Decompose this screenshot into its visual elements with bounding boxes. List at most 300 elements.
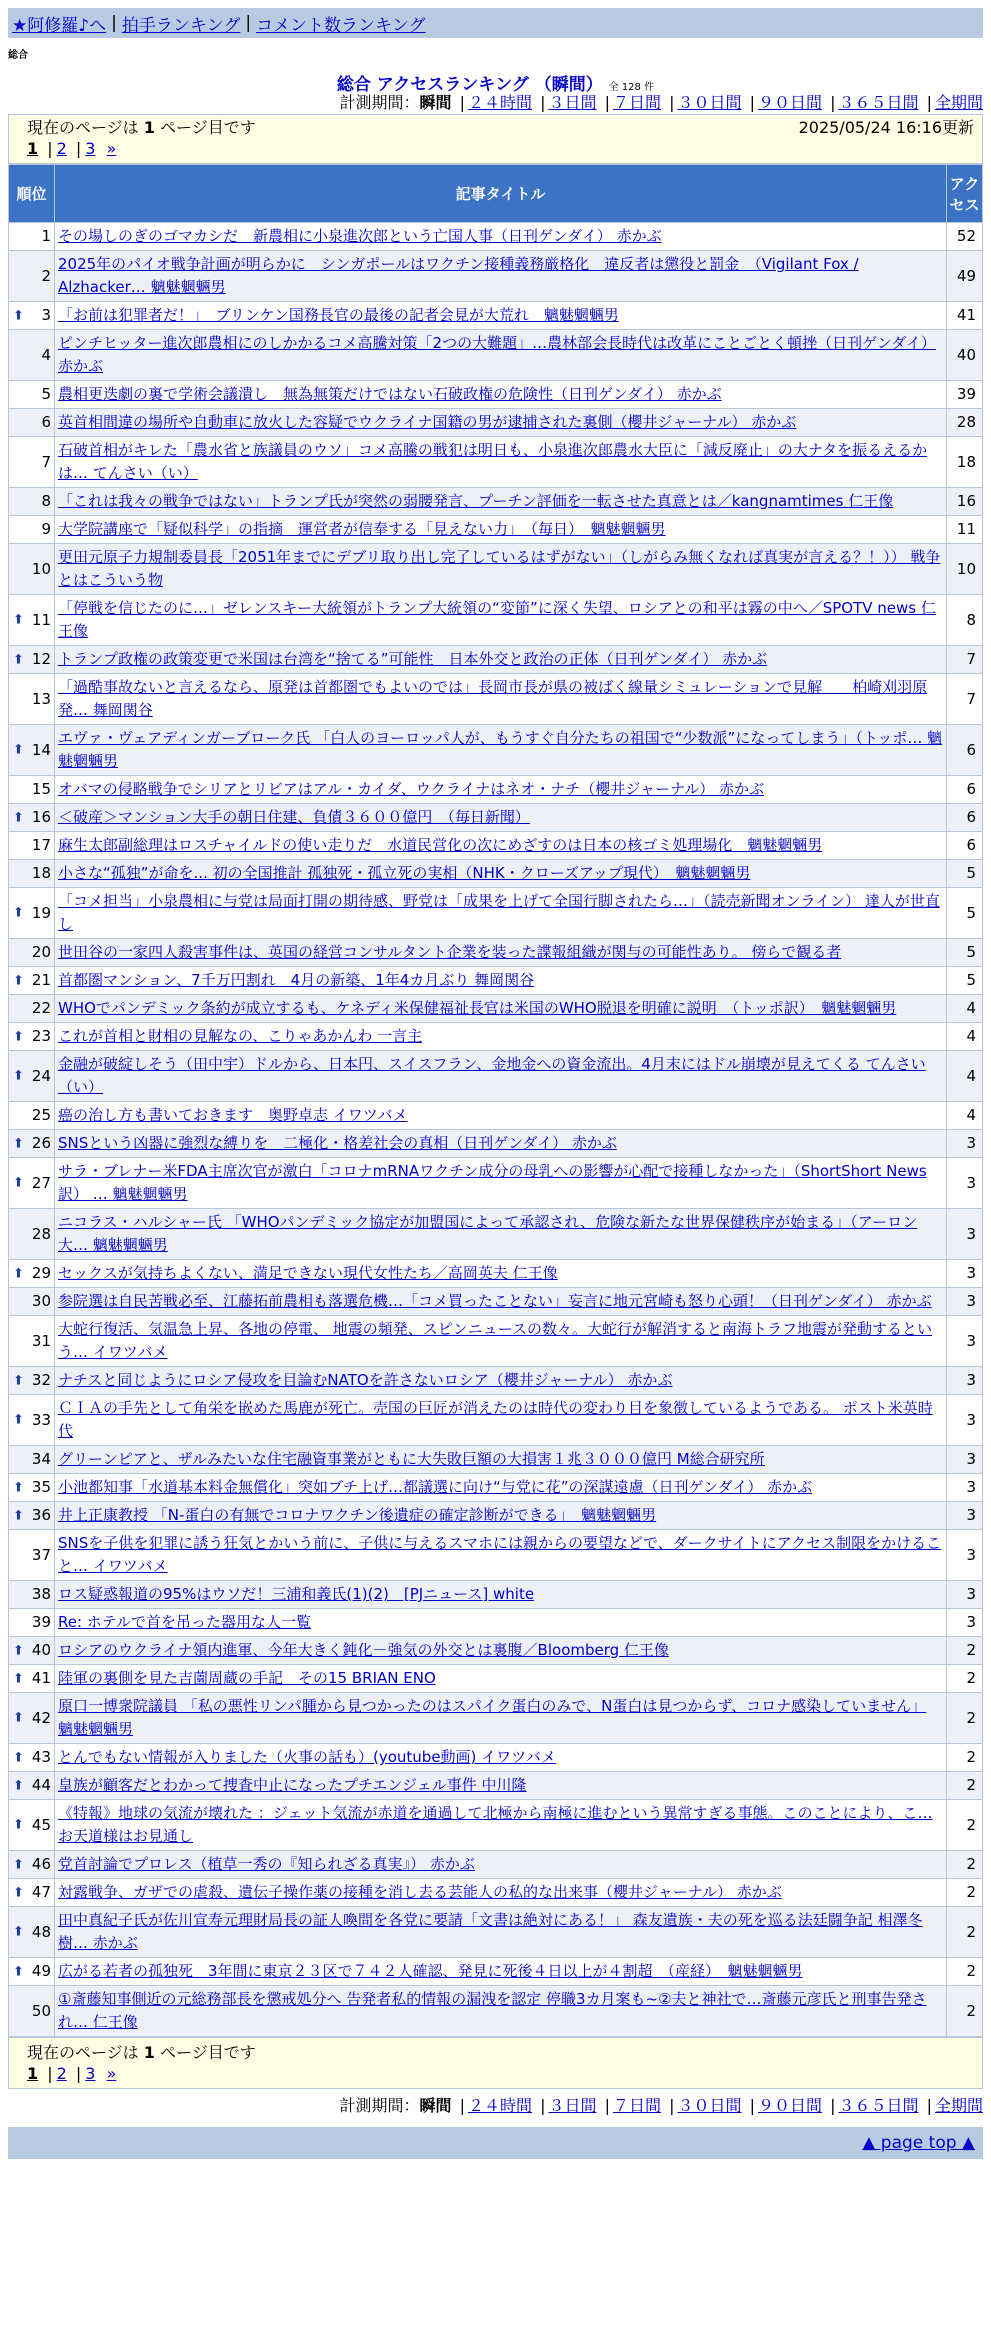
article-title-link[interactable]: 参院選は自民苦戦必至、江藤拓前農相も落選危機…「コメ買ったことない」妄言に地元宮崎も怒り心頭！（日刊ゲンダイ） 赤かぶ: [58, 1292, 932, 1310]
article-title-link[interactable]: サラ・ブレナー米FDA主席次官が激白「コロナmRNAワクチン成分の母乳への影響が心配で接種しなかった」（ShortShort News訳） … 魑魅魍魎男: [58, 1162, 927, 1203]
table-row: [9, 725, 983, 776]
rank-up-arrow-icon: ⬆: [13, 1857, 24, 1872]
rank-up-arrow-icon: ⬆: [13, 1508, 24, 1523]
rank-number: 9: [41, 520, 51, 538]
rank-number: 38: [31, 1585, 51, 1603]
rank-number: 10: [31, 559, 51, 578]
pager-separator: |: [47, 2064, 53, 2083]
period-link-90d[interactable]: ９０日間: [757, 2096, 822, 2115]
rank-up-arrow-icon: ⬆: [13, 1778, 24, 1793]
rank-cell: [9, 595, 55, 646]
rank-cell: [9, 1744, 55, 1772]
table-row: [9, 804, 983, 832]
rank-number: 19: [31, 903, 51, 922]
pager-next[interactable]: »: [106, 2064, 117, 2083]
period-link-3d[interactable]: ３日間: [548, 2096, 597, 2115]
article-title-link[interactable]: 陸軍の裏側を見た吉薗周蔵の手記 その15 BRIAN ENO: [58, 1669, 436, 1687]
page-info-before: 現在のページは: [27, 2043, 139, 2062]
article-title-link[interactable]: とんでもない情報が入りました（火事の話も）(youtube動画) イワツバメ: [58, 1748, 556, 1766]
rank-cell: [9, 251, 55, 302]
access-count: 3: [947, 1609, 983, 1637]
rank-number: 29: [31, 1264, 51, 1282]
title-cell: [55, 967, 947, 995]
article-title-link[interactable]: 2025年のパイオ戦争計画が明らかに シンガポールはワクチン接種義務厳格化 違反者は懲役と罰金 （Vigilant Fox / Alzhacker… 魑魅魍魎男: [58, 255, 859, 296]
access-count: 6: [947, 776, 983, 804]
table-row: [9, 302, 983, 330]
period-link-90d[interactable]: ９０日間: [757, 93, 822, 112]
access-count: 6: [947, 832, 983, 860]
table-row: [9, 1209, 983, 1260]
article-title-link[interactable]: 農相更迭劇の裏で学術会議潰し 無為無策だけではない石破政権の危険性（日刊ゲンダイ） 赤かぶ: [58, 385, 722, 403]
article-title-link[interactable]: WHOでパンデミック条約が成立するも、ケネディ米保健福祉長官は米国のWHO脱退を明確に説明 （トッポ訳） 魑魅魍魎男: [58, 999, 897, 1017]
rank-up-arrow-icon: ⬆: [13, 1885, 24, 1900]
article-title-link[interactable]: 英首相間違の場所や自動車に放火した容疑でウクライナ国籍の男が逮捕された裏側（櫻井ジャーナル） 赤かぶ: [58, 413, 797, 431]
nav-link-asyura[interactable]: ★阿修羅♪へ: [12, 15, 107, 36]
rank-number: 28: [31, 1224, 51, 1243]
rank-up-arrow-icon: ⬆: [13, 1068, 24, 1084]
table-row: [9, 1693, 983, 1744]
title-cell: [55, 674, 947, 725]
table-row: [9, 1772, 983, 1800]
rank-cell: [9, 1395, 55, 1446]
table-row: [9, 1316, 983, 1367]
article-title-link[interactable]: 大蛇行復活、気温急上昇、各地の停電、 地震の頻発、スピンニュースの数々。大蛇行が解消すると南海トラフ地震が発動するという… イワツバメ: [58, 1320, 933, 1361]
period-separator: |: [669, 93, 675, 112]
rank-number: 21: [31, 971, 51, 989]
table-row: [9, 223, 983, 251]
title-cell: [55, 1260, 947, 1288]
top-nav: [8, 8, 983, 38]
rank-cell: [9, 223, 55, 251]
ranking-count: 全 128 件: [608, 82, 655, 93]
rank-cell: [9, 302, 55, 330]
rank-cell: [9, 1851, 55, 1879]
access-count: 28: [947, 409, 983, 437]
access-count: 3: [947, 1502, 983, 1530]
article-title-link[interactable]: 皇族が顧客だとわかって捜査中止になったプチエンジェル事件 中川隆: [58, 1776, 527, 1794]
period-current: 瞬間: [419, 93, 452, 112]
title-cell: [55, 1665, 947, 1693]
rank-number: 26: [31, 1134, 51, 1152]
rank-cell: [9, 1665, 55, 1693]
access-count: 2: [947, 1665, 983, 1693]
header-rank: 順位: [9, 165, 55, 223]
title-cell: [55, 995, 947, 1023]
table-row: [9, 1851, 983, 1879]
table-row: [9, 595, 983, 646]
access-count: 4: [947, 1051, 983, 1102]
header-title: 記事タイトル: [55, 165, 947, 223]
access-count: 16: [947, 488, 983, 516]
period-separator: |: [540, 2096, 546, 2115]
article-title-link[interactable]: ニコラス・ハルシャー氏 「WHOパンデミック協定が加盟国によって承認され、危険な新たな世界保健秩序が始まる」（アーロン大… 魑魅魍魎男: [58, 1213, 918, 1254]
period-link-7d[interactable]: ７日間: [612, 2096, 661, 2115]
table-row: [9, 1395, 983, 1446]
title-cell: [55, 804, 947, 832]
rank-cell: [9, 1502, 55, 1530]
rank-number: 23: [31, 1027, 51, 1045]
rank-number: 2: [41, 266, 51, 285]
ranking-table: [8, 164, 983, 2037]
rank-cell: [9, 1367, 55, 1395]
rank-cell: [9, 1772, 55, 1800]
article-title-link[interactable]: ＣＩＡの手先として角栄を嵌めた馬鹿が死亡。売国の巨匠が消えたのは時代の変わり目を象徴しているようである。 ポスト米英時代: [58, 1399, 933, 1440]
table-row: [9, 1260, 983, 1288]
period-link-24h[interactable]: ２４時間: [467, 93, 532, 112]
title-cell: [55, 1130, 947, 1158]
article-title-link[interactable]: ①斎藤知事側近の元総務部長を懲戒処分へ 告発者私的情報の漏洩を認定 停職3カ月案も~②夫と神社で…斎藤元彦氏と刑事告発され… 仁王像: [58, 1990, 927, 2031]
title-cell: [55, 1907, 947, 1958]
rank-cell: [9, 646, 55, 674]
rank-number: 20: [31, 943, 51, 961]
rank-cell: [9, 437, 55, 488]
access-count: 7: [947, 674, 983, 725]
title-cell: [55, 939, 947, 967]
rank-number: 11: [31, 610, 51, 629]
table-row: [9, 860, 983, 888]
period-label: 計測期間：: [339, 93, 420, 112]
rank-cell: [9, 1023, 55, 1051]
article-title-link[interactable]: 「停戦を信じたのに…」ゼレンスキー大統領がトランプ大統領の“変節”に深く失望、ロシアとの和平は霧の中へ／SPOTV news 仁王像: [58, 599, 936, 640]
pager-bottom: [27, 2064, 974, 2084]
page-top-link[interactable]: ▲ page top ▲: [862, 2133, 975, 2153]
title-cell: [55, 1800, 947, 1851]
table-row: [9, 251, 983, 302]
rank-cell: [9, 330, 55, 381]
rank-cell: [9, 1130, 55, 1158]
title-cell: [55, 776, 947, 804]
period-link-7d[interactable]: ７日間: [612, 93, 661, 112]
title-cell: [55, 1744, 947, 1772]
table-row: [9, 888, 983, 939]
rank-cell: [9, 381, 55, 409]
title-cell: [55, 1395, 947, 1446]
pager-link-3[interactable]: 3: [85, 139, 96, 158]
rank-number: 1: [41, 227, 51, 245]
rank-up-arrow-icon: ⬆: [13, 1266, 24, 1281]
access-count: 18: [947, 437, 983, 488]
rank-up-arrow-icon: ⬆: [13, 1710, 24, 1726]
table-header: [9, 165, 983, 223]
title-cell: [55, 1158, 947, 1209]
pager-link-2[interactable]: 2: [56, 139, 67, 158]
rank-number: 36: [31, 1506, 51, 1524]
period-selector-top: [0, 92, 991, 114]
table-row: [9, 1986, 983, 2037]
rank-number: 16: [31, 808, 51, 826]
ranking-title-text: 総合 アクセスランキング （瞬間）: [336, 75, 603, 95]
rank-up-arrow-icon: ⬆: [13, 1964, 24, 1979]
access-count: 39: [947, 381, 983, 409]
access-count: 5: [947, 939, 983, 967]
article-title-link[interactable]: ロス疑惑報道の95%はウソだ！三浦和義氏(1)(2) [PJニュース] white: [58, 1585, 535, 1603]
table-row: [9, 1581, 983, 1609]
rank-number: 45: [31, 1815, 51, 1834]
article-title-link[interactable]: 麻生太郎副総理はロスチャイルドの使い走りだ 水道民営化の次にめざすのは日本の核ゴミ処理場化 魑魅魍魎男: [58, 836, 823, 854]
rank-cell: [9, 1051, 55, 1102]
title-cell: [55, 1023, 947, 1051]
access-count: 3: [947, 1395, 983, 1446]
rank-number: 31: [31, 1331, 51, 1350]
article-title-link[interactable]: オバマの侵略戦争でシリアとリビアはアル・カイダ、ウクライナはネオ・ナチ（櫻井ジャーナル） 赤かぶ: [58, 780, 765, 798]
rank-cell: [9, 1316, 55, 1367]
rank-up-arrow-icon: ⬆: [13, 1671, 24, 1686]
article-title-link[interactable]: トランプ政権の政策変更で米国は台湾を“捨てる”可能性 日本外交と政治の正体（日刊ゲンダイ） 赤かぶ: [58, 650, 768, 668]
period-selector-bottom: [0, 2093, 991, 2119]
article-title-link[interactable]: ＜破産＞マンション大手の朝日住建、負債３６００億円 （毎日新聞）: [58, 808, 530, 826]
rank-cell: [9, 1474, 55, 1502]
rank-number: 6: [41, 413, 51, 431]
rank-cell: [9, 1102, 55, 1130]
table-row: [9, 1744, 983, 1772]
article-title-link[interactable]: Re: ホテルで首を吊った器用な人一覧: [58, 1613, 312, 1631]
article-title-link[interactable]: 《特報》地球の気流が壊れた ：ジェット気流が赤道を通過して北極から南極に進むという異常すぎる事態。このことにより、こ… お天道様はお見通し: [58, 1804, 933, 1845]
rank-up-arrow-icon: ⬆: [13, 1136, 24, 1151]
period-link-3d[interactable]: ３日間: [548, 93, 597, 112]
title-cell: [55, 1367, 947, 1395]
nav-link-comment-ranking[interactable]: コメント数ランキング: [256, 15, 426, 36]
rank-number: 14: [31, 740, 51, 759]
rank-cell: [9, 488, 55, 516]
rank-cell: [9, 995, 55, 1023]
table-row: [9, 1879, 983, 1907]
title-cell: [55, 1474, 947, 1502]
article-title-link[interactable]: 「コメ担当」小泉農相に与党は局面打開の期待感、野党は「成果を上げて全国行脚されたら…」（読売新聞オンライン） 達人が世直し: [58, 892, 940, 933]
pager-current: 1: [27, 2064, 39, 2083]
rank-cell: [9, 1581, 55, 1609]
rank-up-arrow-icon: ⬆: [13, 1373, 24, 1388]
rank-number: 46: [31, 1855, 51, 1873]
article-title-link[interactable]: SNSという凶器に強烈な縛りを 二極化・格差社会の真相（日刊ゲンダイ） 赤かぶ: [58, 1134, 617, 1152]
access-count: 49: [947, 251, 983, 302]
title-cell: [55, 1986, 947, 2037]
rank-number: 40: [31, 1641, 51, 1659]
title-cell: [55, 488, 947, 516]
period-link-365d[interactable]: ３６５日間: [838, 2096, 919, 2115]
table-row: [9, 1502, 983, 1530]
table-row: [9, 1474, 983, 1502]
page-info-top: [8, 114, 983, 164]
title-cell: [55, 223, 947, 251]
table-row: [9, 1800, 983, 1851]
article-title-link[interactable]: 原口一博衆院議員 「私の悪性リンパ腫から見つかったのはスパイク蛋白のみで、N蛋白は見つからず、コロナ感染していません」 魑魅魍魎男: [58, 1697, 927, 1738]
article-title-link[interactable]: 更田元原子力規制委員長「2051年までにデブリ取り出し完了しているはずがない」（しがらみ無くなれば真実が言える？！）） 戦争とはこういう物: [58, 548, 941, 589]
article-title-link[interactable]: セックスが気持ちよくない、満足できない現代女性たち／高岡英夫 仁王像: [58, 1264, 558, 1282]
rank-up-arrow-icon: ⬆: [13, 810, 24, 825]
period-label: 計測期間：: [339, 2096, 420, 2115]
nav-link-clap-ranking[interactable]: 拍手ランキング: [121, 15, 241, 36]
title-cell: [55, 1958, 947, 1986]
rank-number: 3: [41, 306, 51, 324]
article-title-link[interactable]: これが首相と財相の見解なの、こりゃあかんわ 一言主: [58, 1027, 423, 1045]
article-title-link[interactable]: グリーンピアと、ザルみたいな住宅融資事業がともに大失敗巨額の大損害１兆３０００億円 M総合研究所: [58, 1450, 765, 1468]
rank-cell: [9, 1879, 55, 1907]
pager-separator: |: [75, 2064, 82, 2083]
title-cell: [55, 1851, 947, 1879]
table-row: [9, 516, 983, 544]
rank-cell: [9, 888, 55, 939]
rank-cell: [9, 544, 55, 595]
article-title-link[interactable]: ピンチヒッター進次郎農相にのしかかるコメ高騰対策「2つの大難題」…農林部会長時代は改革にことごとく頓挫（日刊ゲンダイ） 赤かぶ: [58, 334, 936, 375]
title-cell: [55, 888, 947, 939]
rank-cell: [9, 1637, 55, 1665]
article-title-link[interactable]: その場しのぎのゴマカシだ 新農相に小泉進次郎という亡国人事（日刊ゲンダイ） 赤かぶ: [58, 227, 662, 245]
page-info-after: ページ目です: [160, 2043, 256, 2062]
title-cell: [55, 516, 947, 544]
pager-separator: |: [75, 139, 82, 158]
table-row: [9, 832, 983, 860]
period-separator: |: [604, 2096, 610, 2115]
title-cell: [55, 409, 947, 437]
rank-number: 42: [31, 1708, 51, 1727]
rank-cell: [9, 1446, 55, 1474]
title-cell: [55, 381, 947, 409]
article-title-link[interactable]: ロシアのウクライナ領内進軍、今年大きく鈍化－強気の外交とは裏腹／Bloomberg 仁王像: [58, 1641, 669, 1659]
article-title-link[interactable]: 「お前は犯罪者だ！」 ブリンケン国務長官の最後の記者会見が大荒れ 魑魅魍魎男: [58, 306, 619, 324]
access-count: 4: [947, 1023, 983, 1051]
article-title-link[interactable]: 「これは我々の戦争ではない」トランプ氏が突然の弱腰発言、プーチン評価を一転させた真意とは／kangnamtimes 仁王像: [58, 492, 894, 510]
access-count: 3: [947, 1446, 983, 1474]
page-info-number: 1: [143, 118, 155, 137]
access-count: 3: [947, 1209, 983, 1260]
pager-next[interactable]: »: [106, 139, 117, 158]
article-title-link[interactable]: 金融が破綻しそう（田中宇）ドルから、日本円、スイスフラン、金地金への資金流出。4月末にはドル崩壊が見えてくる てんさい（い）: [58, 1055, 926, 1096]
rank-number: 50: [31, 2001, 51, 2020]
rank-cell: [9, 1609, 55, 1637]
rank-number: 44: [31, 1776, 51, 1794]
article-title-link[interactable]: 田中真紀子氏が佐川宣寿元理財局長の証人喚問を各党に要請「文書は絶対にある！」 森友遺族・夫の死を巡る法廷闘争記 相澤冬樹… 赤かぶ: [58, 1911, 923, 1952]
article-title-link[interactable]: 小池都知事「水道基本料金無償化」突如ブチ上げ…都議選に向け“与党に花”の深謀遠慮（日刊ゲンダイ） 赤かぶ: [58, 1478, 813, 1496]
rank-number: 17: [31, 836, 51, 854]
article-title-link[interactable]: 大学院講座で「疑似科学」の指摘 運営者が信奉する「見えない力」 （毎日） 魑魅魍魎男: [58, 520, 666, 538]
rank-number: 32: [31, 1371, 51, 1389]
period-link-all[interactable]: 全期間: [934, 2096, 983, 2115]
pager-separator: |: [47, 139, 53, 158]
article-title-link[interactable]: 石破首相がキレた「農水省と族議員のウソ」コメ高騰の戦犯は明日も、小泉進次郎農水大臣に「減反廃止」の大ナタを振るえるかは… てんさい（い）: [58, 441, 928, 482]
rank-cell: [9, 1986, 55, 2037]
article-title-link[interactable]: 「過酷事故ないと言えるなら、原発は首都圏でもよいのでは」長岡市長が県の被ばく線量シミュレーションで見解 柏崎刈羽原発… 舞岡関谷: [58, 678, 928, 719]
title-cell: [55, 1502, 947, 1530]
rank-number: 8: [41, 492, 51, 510]
page-info-text: [27, 117, 256, 139]
period-separator: |: [926, 2096, 932, 2115]
rank-cell: [9, 967, 55, 995]
period-link-365d[interactable]: ３６５日間: [838, 93, 919, 112]
rank-cell: [9, 776, 55, 804]
page-info-after: ページ目です: [160, 118, 256, 137]
nav-separator: |: [245, 13, 252, 33]
article-title-link[interactable]: 世田谷の一家四人殺害事件は、英国の経営コンサルタント企業を装った諜報組織が関与の可能性あり。 傍らで観る者: [58, 943, 842, 961]
ranking-title: [0, 70, 991, 95]
period-link-30d[interactable]: ３０日間: [677, 2096, 742, 2115]
rank-number: 37: [31, 1545, 51, 1564]
rank-number: 39: [31, 1613, 51, 1631]
title-cell: [55, 1609, 947, 1637]
rank-number: 47: [31, 1883, 51, 1901]
access-count: 2: [947, 1693, 983, 1744]
table-row: [9, 646, 983, 674]
access-count: 3: [947, 1316, 983, 1367]
article-title-link[interactable]: 党首討論でプロレス（植草一秀の『知られざる真実』） 赤かぶ: [58, 1855, 475, 1873]
access-count: 2: [947, 1772, 983, 1800]
article-title-link[interactable]: 広がる若者の孤独死 3年間に東京２３区で７４２人確認、発見に死後４日以上が４割超 （産経） 魑魅魍魎男: [58, 1962, 803, 1980]
access-count: 3: [947, 1474, 983, 1502]
rank-cell: [9, 1693, 55, 1744]
rank-cell: [9, 939, 55, 967]
article-title-link[interactable]: 小さな“孤独”が命を... 初の全国推計 孤独死・孤立死の実相（NHK・クローズアップ現代） 魑魅魍魎男: [58, 864, 751, 882]
rank-cell: [9, 1907, 55, 1958]
period-link-24h[interactable]: ２４時間: [467, 2096, 532, 2115]
article-title-link[interactable]: エヴァ・ヴェアディンガーブローク氏 「白人のヨーロッパ人が、もうすぐ自分たちの祖国で“少数派”になってしまう」（トッポ… 魑魅魍魎男: [58, 729, 943, 770]
period-separator: |: [830, 2096, 836, 2115]
rank-number: 24: [31, 1066, 51, 1085]
article-title-link[interactable]: 井上正康教授 「N-蛋白の有無でコロナワクチン後遺症の確定診断ができる」 魑魅魍魎男: [58, 1506, 657, 1524]
category-label: 総合: [8, 50, 28, 61]
title-cell: [55, 1530, 947, 1581]
period-separator: |: [669, 2096, 675, 2115]
rank-cell: [9, 1158, 55, 1209]
access-count: 2: [947, 1907, 983, 1958]
rank-number: 27: [31, 1173, 51, 1192]
table-row: [9, 776, 983, 804]
access-count: 4: [947, 1102, 983, 1130]
title-cell: [55, 251, 947, 302]
rank-up-arrow-icon: ⬆: [13, 742, 24, 758]
article-title-link[interactable]: 首都圏マンション、7千万円割れ 4月の新築、1年4カ月ぶり 舞岡関谷: [58, 971, 535, 989]
rank-number: 49: [31, 1962, 51, 1980]
pager-link-2[interactable]: 2: [56, 2064, 67, 2083]
pager-link-3[interactable]: 3: [85, 2064, 96, 2083]
pager-current: 1: [27, 139, 39, 158]
footer-bar: [8, 2127, 983, 2159]
period-link-all[interactable]: 全期間: [934, 93, 983, 112]
rank-cell: [9, 1800, 55, 1851]
access-count: 2: [947, 1851, 983, 1879]
access-count: 11: [947, 516, 983, 544]
article-title-link[interactable]: SNSを子供を犯罪に誘う狂気とかいう前に、子供に与えるスマホには親からの要望などで、ダークサイトにアクセス制限をかけること… イワツバメ: [58, 1534, 942, 1575]
rank-number: 13: [31, 689, 51, 708]
title-cell: [55, 1772, 947, 1800]
table-row: [9, 1367, 983, 1395]
rank-number: 34: [31, 1450, 51, 1468]
article-title-link[interactable]: 対露戦争、ガザでの虐殺、遺伝子操作薬の接種を消し去る芸能人の私的な出来事（櫻井ジャーナル） 赤かぶ: [58, 1883, 782, 1901]
period-separator: |: [926, 93, 932, 112]
rank-cell: [9, 1530, 55, 1581]
access-count: 5: [947, 888, 983, 939]
access-count: 2: [947, 1637, 983, 1665]
access-count: 3: [947, 1130, 983, 1158]
access-count: 2: [947, 1958, 983, 1986]
rank-up-arrow-icon: ⬆: [13, 1643, 24, 1658]
access-count: 5: [947, 860, 983, 888]
article-title-link[interactable]: ナチスと同じようにロシア侵攻を目論むNATOを許さないロシア（櫻井ジャーナル） 赤かぶ: [58, 1371, 673, 1389]
access-count: 3: [947, 1530, 983, 1581]
title-cell: [55, 725, 947, 776]
period-separator: |: [604, 93, 610, 112]
title-cell: [55, 860, 947, 888]
table-row: [9, 488, 983, 516]
table-row: [9, 1530, 983, 1581]
title-cell: [55, 1102, 947, 1130]
table-row: [9, 330, 983, 381]
table-row: [9, 1130, 983, 1158]
access-count: 6: [947, 725, 983, 776]
table-row: [9, 1051, 983, 1102]
access-count: 3: [947, 1158, 983, 1209]
rank-up-arrow-icon: ⬆: [13, 652, 24, 667]
period-link-30d[interactable]: ３０日間: [677, 93, 742, 112]
article-title-link[interactable]: 癌の治し方も書いておきます 奥野卓志 イワツバメ: [58, 1106, 408, 1124]
